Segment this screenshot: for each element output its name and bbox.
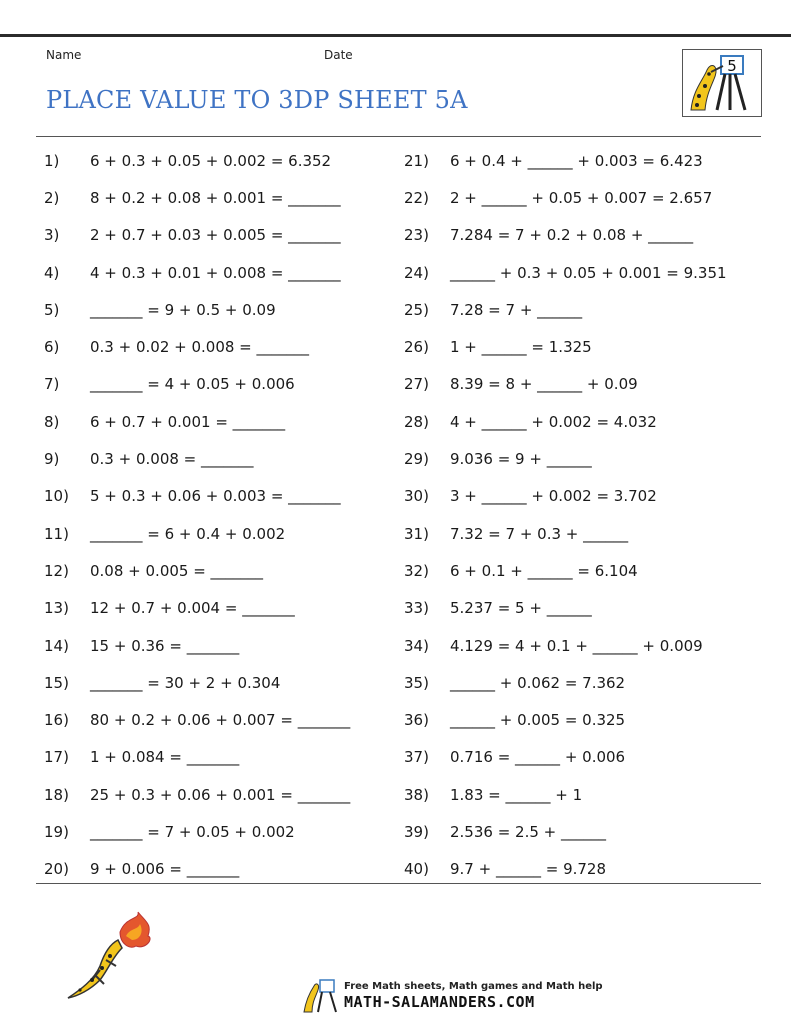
question-text: 0.08 + 0.005 = _______ <box>90 561 264 580</box>
salamander-teacher-icon <box>683 50 761 116</box>
question-number: 1) <box>44 151 60 170</box>
question-text: ______ + 0.062 = 7.362 <box>450 673 626 692</box>
question-text: 1 + 0.084 = _______ <box>90 748 240 767</box>
question-text: 4 + ______ + 0.002 = 4.032 <box>450 412 657 431</box>
question-row <box>396 627 756 664</box>
question-number: 31) <box>404 524 429 543</box>
question-number: 39) <box>404 822 429 841</box>
question-row <box>36 478 396 515</box>
top-rule <box>0 34 791 37</box>
question-text: 9 + 0.006 = _______ <box>90 860 240 879</box>
question-row <box>396 701 756 738</box>
question-row <box>396 552 756 589</box>
question-row <box>396 478 756 515</box>
question-row <box>36 515 396 552</box>
question-number: 29) <box>404 450 429 469</box>
question-number: 4) <box>44 263 60 282</box>
question-number: 36) <box>404 711 429 730</box>
question-row <box>396 291 756 328</box>
question-number: 21) <box>404 151 429 170</box>
question-row <box>396 179 756 216</box>
question-number: 17) <box>44 748 69 767</box>
question-text: 0.3 + 0.02 + 0.008 = _______ <box>90 338 310 357</box>
question-number: 12) <box>44 561 69 580</box>
date-label: Date <box>324 48 353 62</box>
question-row <box>36 552 396 589</box>
question-row <box>36 739 396 776</box>
question-text: 9.036 = 9 + ______ <box>450 450 592 469</box>
question-number: 28) <box>404 412 429 431</box>
question-number: 13) <box>44 599 69 618</box>
question-number: 23) <box>404 226 429 245</box>
question-text: 25 + 0.3 + 0.06 + 0.001 = _______ <box>90 785 351 804</box>
question-text: 6 + 0.4 + ______ + 0.003 = 6.423 <box>450 151 703 170</box>
header-divider <box>36 136 761 137</box>
question-number: 3) <box>44 226 60 245</box>
question-number: 25) <box>404 300 429 319</box>
question-number: 24) <box>404 263 429 282</box>
question-row <box>36 813 396 850</box>
question-row <box>36 403 396 440</box>
question-text: 8 + 0.2 + 0.08 + 0.001 = _______ <box>90 188 341 207</box>
question-row <box>36 217 396 254</box>
question-text: _______ = 9 + 0.5 + 0.09 <box>90 300 276 319</box>
question-text: 12 + 0.7 + 0.004 = _______ <box>90 599 295 618</box>
question-number: 10) <box>44 487 69 506</box>
question-row <box>36 440 396 477</box>
question-text: 1.83 = ______ + 1 <box>450 785 583 804</box>
question-number: 8) <box>44 412 60 431</box>
salamander-flame-icon <box>60 910 160 1010</box>
question-row <box>36 254 396 291</box>
question-number: 40) <box>404 860 429 879</box>
question-text: 5.237 = 5 + ______ <box>450 599 592 618</box>
question-row <box>396 254 756 291</box>
question-text: 0.3 + 0.008 = _______ <box>90 450 254 469</box>
question-row <box>396 217 756 254</box>
question-row <box>36 179 396 216</box>
question-text: 7.28 = 7 + ______ <box>450 300 583 319</box>
question-text: 7.284 = 7 + 0.2 + 0.08 + ______ <box>450 226 694 245</box>
question-text: 1 + ______ = 1.325 <box>450 338 592 357</box>
logo-badge: 5 <box>727 57 737 75</box>
question-text: 6 + 0.7 + 0.001 = _______ <box>90 412 286 431</box>
question-row <box>396 440 756 477</box>
question-text: 8.39 = 8 + ______ + 0.09 <box>450 375 638 394</box>
question-number: 16) <box>44 711 69 730</box>
question-text: 2 + 0.7 + 0.03 + 0.005 = _______ <box>90 226 341 245</box>
question-row <box>36 590 396 627</box>
question-number: 30) <box>404 487 429 506</box>
question-row <box>36 664 396 701</box>
question-text: 3 + ______ + 0.002 = 3.702 <box>450 487 657 506</box>
question-row <box>36 776 396 813</box>
question-number: 26) <box>404 338 429 357</box>
question-text: 4.129 = 4 + 0.1 + ______ + 0.009 <box>450 636 703 655</box>
question-row <box>36 701 396 738</box>
question-text: _______ = 6 + 0.4 + 0.002 <box>90 524 286 543</box>
question-text: ______ + 0.005 = 0.325 <box>450 711 626 730</box>
question-text: _______ = 7 + 0.05 + 0.002 <box>90 822 295 841</box>
question-row <box>396 515 756 552</box>
question-text: 2 + ______ + 0.05 + 0.007 = 2.657 <box>450 188 713 207</box>
question-number: 22) <box>404 188 429 207</box>
question-text: 4 + 0.3 + 0.01 + 0.008 = _______ <box>90 263 341 282</box>
footer-divider <box>36 883 761 884</box>
salamander-logo <box>682 49 762 117</box>
question-text: 0.716 = ______ + 0.006 <box>450 748 626 767</box>
question-row <box>396 776 756 813</box>
question-number: 32) <box>404 561 429 580</box>
question-number: 35) <box>404 673 429 692</box>
questions-right-column <box>396 142 756 888</box>
questions-left-column <box>36 142 396 888</box>
question-number: 7) <box>44 375 60 394</box>
question-number: 15) <box>44 673 69 692</box>
question-number: 18) <box>44 785 69 804</box>
question-row <box>36 366 396 403</box>
question-row <box>396 403 756 440</box>
question-text: _______ = 30 + 2 + 0.304 <box>90 673 281 692</box>
question-row <box>36 142 396 179</box>
question-number: 9) <box>44 450 60 469</box>
question-number: 20) <box>44 860 69 879</box>
question-text: 9.7 + ______ = 9.728 <box>450 860 607 879</box>
question-row <box>396 739 756 776</box>
page-title: PLACE VALUE TO 3DP SHEET 5A <box>46 86 468 114</box>
question-row <box>36 291 396 328</box>
question-row <box>396 664 756 701</box>
question-row <box>396 142 756 179</box>
question-row <box>396 590 756 627</box>
footer-brand: MATH-SALAMANDERS.COM <box>344 993 535 1011</box>
question-number: 14) <box>44 636 69 655</box>
question-text: 5 + 0.3 + 0.06 + 0.003 = _______ <box>90 487 341 506</box>
question-number: 6) <box>44 338 60 357</box>
question-row <box>396 813 756 850</box>
question-number: 2) <box>44 188 60 207</box>
question-row <box>396 366 756 403</box>
name-label: Name <box>46 48 82 62</box>
question-text: 80 + 0.2 + 0.06 + 0.007 = _______ <box>90 711 351 730</box>
question-row <box>36 328 396 365</box>
question-number: 37) <box>404 748 429 767</box>
question-number: 38) <box>404 785 429 804</box>
question-text: 7.32 = 7 + 0.3 + ______ <box>450 524 629 543</box>
footer-tagline: Free Math sheets, Math games and Math help <box>344 981 603 992</box>
question-text: 2.536 = 2.5 + ______ <box>450 822 607 841</box>
question-text: 15 + 0.36 = _______ <box>90 636 240 655</box>
question-number: 33) <box>404 599 429 618</box>
question-number: 27) <box>404 375 429 394</box>
question-text: _______ = 4 + 0.05 + 0.006 <box>90 375 295 394</box>
question-text: 6 + 0.3 + 0.05 + 0.002 = 6.352 <box>90 151 332 170</box>
question-text: 6 + 0.1 + ______ = 6.104 <box>450 561 638 580</box>
question-row <box>396 328 756 365</box>
question-number: 5) <box>44 300 60 319</box>
question-number: 34) <box>404 636 429 655</box>
footer-logo-icon <box>300 978 344 1014</box>
question-text: ______ + 0.3 + 0.05 + 0.001 = 9.351 <box>450 263 727 282</box>
question-number: 11) <box>44 524 69 543</box>
question-number: 19) <box>44 822 69 841</box>
question-row <box>36 627 396 664</box>
